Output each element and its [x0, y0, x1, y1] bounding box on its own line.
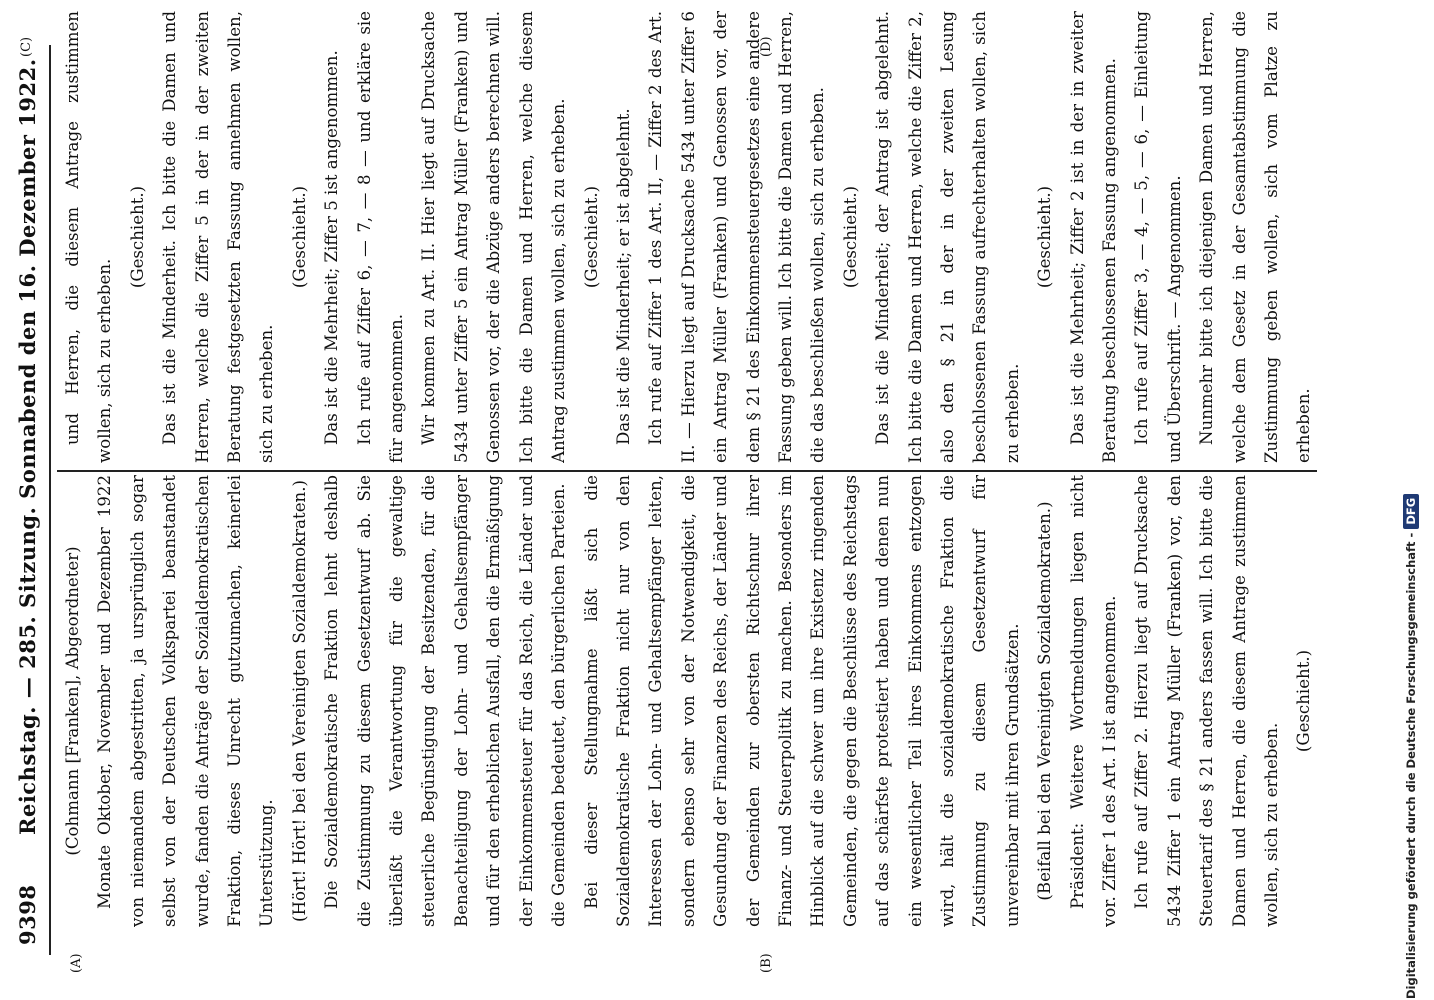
paragraph: Ich rufe auf Ziffer 6, — 7, — 8 — und erkläre sie für angenommen. [354, 11, 407, 463]
paragraph: Das ist die Mehrheit; Ziffer 5 ist angenommen. [322, 50, 342, 445]
margin-mark-a: (A) [69, 953, 84, 973]
paragraph: (Geschieht.) [1294, 649, 1314, 753]
paragraph: (Geschieht.) [289, 185, 309, 289]
paragraph: Bei dieser Stellungnahme läßt sich die Sozialdemokratische Fraktion nicht nur von den Interessen der Lohn- und Gehaltsempfänger leiten, sondern ebenso sehr von der Notwendigkeit, die Gesundung der Finanzen des Reichs, der Länder und der Gemeinden zur obersten Richtschnur ihrer Finanz- und Steuerpolitik zu machen. Besonders im Hinblick auf die schwer um ihre Existenz ringenden Gemeinden, die gegen die Beschlüsse des Reichstags auf das schärfste protestiert haben und denen nun ein wesentlicher Teil ihres Einkommens entzogen wird, hält die sozialdemokratische Fraktion die Zustimmung zu diesem Gesetzentwurf für unvereinbar mit ihren Grundsätzen. [581, 475, 1022, 927]
paragraph: Das ist die Minderheit. Ich bitte die Damen und Herren, welche die Ziffer 5 in der in der zweiten Beratung festgesetzten Fassung annehmen wollen, sich zu erheben. [160, 11, 277, 463]
dfg-logo: DFG [1403, 494, 1419, 529]
paragraph: Das ist die Minderheit; der Antrag ist abgelehnt. Ich bitte die Damen und Herren, welche die Ziffer 2, also den § 21 in der in der zweiten Lesung beschlossenen Fassung aufrechterhalten wollen, sich zu erheben. [873, 11, 1022, 463]
paragraph: (Hört! Hört! bei den Vereinigten Sozialdemokraten.) [289, 480, 309, 922]
column-divider [57, 470, 1317, 472]
margin-mark-c: (C) [19, 36, 34, 57]
margin-mark-b: (B) [759, 953, 774, 973]
paragraph: Ich rufe auf Ziffer 1 des Art. II, — Ziffer 2 des Art. II. — Hierzu liegt auf Drucksache 5434 unter Ziffer 6 ein Antrag Müller (Franken) und Genossen vor, der dem § 21 des Einkommensteuergesetzes eine andere Fassung geben will. Ich bitte die Damen und Herren, die das beschließen wollen, sich zu erheben. [646, 11, 828, 463]
credit-text: Digitalisierung gefördert durch die Deutsche Forschungsgemeinschaft - [1404, 532, 1418, 999]
paragraph: Wir kommen zu Art. II. Hier liegt auf Drucksache 5434 unter Ziffer 5 ein Antrag Müller (Franken) und Genossen vor, der die Abzüge anders berechnen will. Ich bitte die Damen und Herren, welche diesem Antrag zustimmen wollen, sich zu erheben. [419, 11, 569, 463]
left-column [57, 475, 1319, 927]
digitization-credit [1403, 9, 1427, 999]
paragraph: Das ist die Minderheit; er ist abgelehnt. [613, 108, 633, 445]
paragraph: (Geschieht.) [581, 185, 601, 289]
page-number: 9398 [15, 884, 40, 945]
paragraph: Präsident: Weitere Wortmeldungen liegen nicht vor. Ziffer 1 des Art. I ist angenommen. [1067, 475, 1119, 927]
page-title: Reichstag. — 285. Sitzung. Sonnabend den 16. Dezember 1922. [15, 58, 40, 835]
paragraph: Die Sozialdemokratische Fraktion lehnt deshalb die Zustimmung zu diesem Gesetzentwurf ab. Sie überläßt die Verantwortung für die gewaltige steuerliche Begünstigung der Besitzenden, für die Benachteiligung der Lohn- und Gehaltsempfänger und für den erheblichen Ausfall, den die Ermäßigung der Einkommensteuer für das Reich, die Länder und die Gemeinden bedeutet, den bürgerlichen Parteien. [322, 475, 569, 927]
paragraph: Ich rufe auf Ziffer 3, — 4, — 5, — 6, — Einleitung und Überschrift. — Angenommen. [1132, 11, 1184, 463]
margin-mark-d: (D) [759, 36, 774, 57]
running-header [5, 53, 51, 945]
right-column [57, 11, 1319, 463]
page-content [0, 11, 1329, 985]
paragraph: (Cohmann [Franken], Abgeordneter) [63, 546, 82, 856]
paragraph: Das ist die Mehrheit; Ziffer 2 ist in der in zweiter Beratung beschlossenen Fassung angenommen. [1067, 11, 1119, 463]
paragraph: (Geschieht.) [1035, 185, 1055, 289]
paragraph: Nunmehr bitte ich diejenigen Damen und Herren, welche dem Gesetz in der Gesamtabstimmung die Zustimmung geben wollen, sich vom Platze zu erheben. [1197, 11, 1314, 463]
header-rule [49, 45, 51, 955]
paragraph: (Geschieht.) [840, 185, 860, 289]
paragraph: (Geschieht.) [127, 185, 147, 289]
paragraph: Ich rufe auf Ziffer 2. Hierzu liegt auf Drucksache 5434 Ziffer 1 ein Antrag Müller (Franken) vor, den Steuertarif des § 21 anders fassen will. Ich bitte die Damen und Herren, die diesem Antrage zustimmen wollen, sich zu erheben. [1132, 475, 1282, 927]
paragraph: (Beifall bei den Vereinigten Sozialdemokraten.) [1035, 501, 1055, 901]
paragraph: und Herren, die diesem Antrage zustimmen wollen, sich zu erheben. [63, 11, 115, 463]
paragraph: Monate Oktober, November und Dezember 1922 von niemandem abgestritten, ja ursprünglich sogar selbst von der Deutschen Volkspartei beanstandet wurde, fanden die Anträge der Sozialdemokratischen Fraktion, dieses Unrecht gutzumachen, keinerlei Unterstützung. [95, 475, 277, 927]
